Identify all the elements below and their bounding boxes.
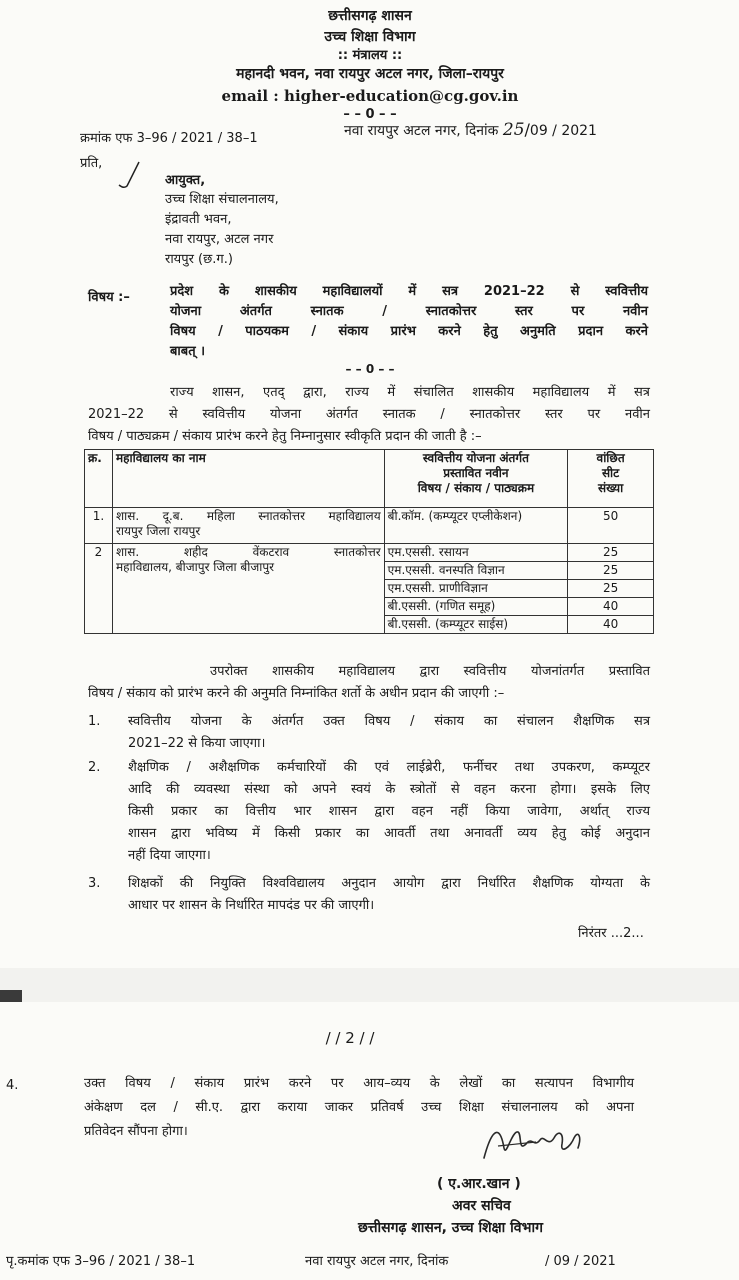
row-course: बी.एससी. (गणित समूह)	[384, 598, 568, 616]
row-seats: 50	[568, 508, 654, 544]
sanction-table	[84, 449, 654, 634]
condition-line: शिक्षकों की नियुक्ति विश्वविद्यालय अनुदान आयोग द्वारा निर्धारित शैक्षणिक योग्यता के	[128, 876, 650, 891]
row-college	[112, 544, 384, 634]
row-course: बी.एससी. (कम्प्यूटर साईस)	[384, 616, 568, 634]
intro-line: राज्य शासन, एतद् द्वारा, राज्य में संचालित शासकीय महाविद्यालय में सत्र	[170, 385, 650, 400]
condition-line: प्रतिवेदन सौंपना होगा।	[84, 1124, 188, 1139]
college-line: महाविद्यालय, बीजापुर जिला बीजापुर	[115, 560, 275, 574]
recipient-line: आयुक्त,	[165, 173, 206, 188]
condition-line: नहीं दिया जाएगा।	[128, 848, 211, 863]
row-seats: 40	[568, 598, 654, 616]
row-course: बी.कॉम. (कम्प्यूटर एप्लीकेशन)	[384, 508, 568, 544]
condition-line: किसी प्रकार का वित्तीय भार शासन द्वारा वहन नहीं किया जावेगा, अर्थात् राज्य	[128, 804, 650, 819]
condition-number: 4.	[6, 1078, 19, 1093]
subject-line: प्रदेश के शासकीय महाविद्यालयों में सत्र 2021–22 से स्ववित्तीय	[170, 284, 648, 299]
header-seats-line: सीट	[601, 466, 620, 480]
condition-line: 2021–22 से किया जाएगा।	[128, 736, 266, 751]
letter-page-2	[0, 1002, 739, 1280]
conditions-intro-line: विषय / संकाय को प्रारंभ करने की अनुमति निम्नांकित शर्तो के अधीन प्रदान की जाएगी :–	[88, 686, 505, 701]
header-seats-line: वांछित	[596, 451, 625, 465]
row-course: एम.एससी. वनस्पति विज्ञान	[384, 562, 568, 580]
row-seats: 25	[568, 562, 654, 580]
college-line: रायपुर जिला रायपुर	[115, 524, 201, 538]
recipient-line: नवा रायपुर, अटल नगर	[165, 232, 274, 247]
conditions-intro-line: उपरोक्त शासकीय महाविद्यालय द्वारा स्ववित्तीय योजनांतर्गत प्रस्तावित	[210, 664, 650, 679]
condition-line: आधार पर शासन के निर्धारित मापदंड पर की जाएगी।	[128, 898, 375, 913]
table-row	[85, 544, 654, 562]
college-line: शास. दू.ब. महिला स्नातकोत्तर महाविद्यालय	[115, 509, 381, 523]
department-name: उच्च शिक्षा विभाग	[324, 29, 416, 45]
condition-line: आदि की व्यवस्था संस्था को अपने स्वयं के स्त्रोतों से वहन करना होगा। इसके लिए	[128, 782, 650, 797]
endorsement-place: नवा रायपुर अटल नगर, दिनांक	[305, 1254, 449, 1269]
header-course-line: प्रस्तावित नवीन	[443, 466, 509, 480]
letter-date-handwritten: 25	[502, 120, 525, 140]
condition-number: 1.	[88, 714, 101, 729]
header-seats-line: संख्या	[597, 481, 624, 495]
header-course	[384, 450, 568, 508]
recipient-line: इंद्रावती भवन,	[165, 212, 232, 227]
row-course: एम.एससी. रसायन	[384, 544, 568, 562]
condition-line: शासन द्वारा भविष्य में किसी प्रकार का आवर्ती तथा अनावर्ती व्यय हेतु कोई अनुदान	[128, 826, 650, 841]
table-row	[85, 508, 654, 544]
intro-line: 2021–22 से स्ववित्तीय योजना अंतर्गत स्नातक / स्नातकोत्तर स्तर पर नवीन	[88, 407, 650, 422]
header-sn: क्र.	[85, 450, 113, 508]
row-seats: 25	[568, 544, 654, 562]
continued-note: निरंतर ...2...	[578, 926, 644, 941]
header-seats	[568, 450, 654, 508]
letter-ref-number: क्रमांक एफ 3–96 / 2021 / 38–1	[80, 131, 258, 146]
endorsement-date: / 09 / 2021	[545, 1254, 616, 1269]
ministry-label: :: मंत्रालय ::	[337, 48, 403, 63]
header-course-line: विषय / संकाय / पाठ्यक्रम	[417, 481, 535, 495]
row-course: एम.एससी. प्राणीविज्ञान	[384, 580, 568, 598]
signatory-name: ( ए.आर.खान )	[437, 1176, 521, 1192]
table-header-row	[85, 450, 654, 508]
subject-line: विषय / पाठयकम / संकाय प्रारंभ करने हेतु अनुमति प्रदान करने	[170, 324, 648, 339]
row-sn: 1.	[85, 508, 113, 544]
signature-icon	[478, 1118, 588, 1166]
header-separator: – – 0 – –	[343, 107, 397, 122]
check-mark-icon	[118, 160, 140, 190]
condition-number: 3.	[88, 876, 101, 891]
ministry-address: महानदी भवन, नवा रायपुर अटल नगर, जिला–रायपुर	[236, 66, 504, 82]
header-course-line: स्ववित्तीय योजना अंतर्गत	[422, 451, 529, 465]
subject-line: बाबत् ।	[170, 344, 206, 359]
govt-name: छत्तीसगढ़ शासन	[328, 8, 412, 24]
header-college: महाविद्यालय का नाम	[112, 450, 384, 508]
college-line: शास. शहीद वेंकटराव स्नातकोत्तर	[115, 545, 381, 559]
signatory-title: अवर सचिव	[452, 1198, 511, 1214]
page-number: / / 2 / /	[325, 1029, 375, 1047]
recipient-line: रायपुर (छ.ग.)	[165, 252, 233, 267]
subject-label: विषय :–	[88, 290, 130, 305]
row-college	[112, 508, 384, 544]
row-seats: 25	[568, 580, 654, 598]
recipient-line: उच्च शिक्षा संचालनालय,	[165, 192, 279, 207]
endorsement-ref: पृ.कमांक एफ 3–96 / 2021 / 38–1	[6, 1254, 196, 1269]
row-seats: 40	[568, 616, 654, 634]
letter-date-rest: 09 / 2021	[529, 123, 597, 139]
row-sn: 2	[85, 544, 113, 634]
signatory-department: छत्तीसगढ़ शासन, उच्च शिक्षा विभाग	[358, 1220, 543, 1236]
letter-date-label: नवा रायपुर अटल नगर, दिनांक	[344, 123, 499, 139]
condition-line: उक्त विषय / संकाय प्रारंभ करने पर आय–व्यय के लेखों का सत्यापन विभागीय	[84, 1076, 634, 1091]
to-label: प्रति,	[80, 156, 103, 171]
ministry-email: email : higher-education@cg.gov.in	[221, 87, 519, 105]
subject-line: योजना अंतर्गत स्नातक / स्नातकोत्तर स्तर पर नवीन	[170, 304, 648, 319]
subject-separator: – – 0 – –	[345, 362, 395, 376]
condition-line: स्ववित्तीय योजना के अंतर्गत उक्त विषय / संकाय का संचालन शैक्षणिक सत्र	[128, 714, 650, 729]
letter-date: नवा रायपुर अटल नगर, दिनांक 25/09 / 2021	[344, 120, 597, 140]
intro-line: विषय / पाठ्यक्रम / संकाय प्रारंभ करने हेतु निम्नानुसार स्वीकृति प्रदान की जाती है :–	[88, 429, 482, 444]
page-gap	[0, 968, 739, 1002]
condition-number: 2.	[88, 760, 101, 775]
condition-line: शैक्षणिक / अशैक्षणिक कर्मचारियों की एवं लाईब्रेरी, फर्नीचर तथा उपकरण, कम्प्यूटर	[128, 760, 650, 775]
condition-line: अंकेक्षण दल / सी.ए. द्वारा कराया जाकर प्रतिवर्ष उच्च शिक्षा संचालनालय को अपना	[84, 1100, 634, 1115]
